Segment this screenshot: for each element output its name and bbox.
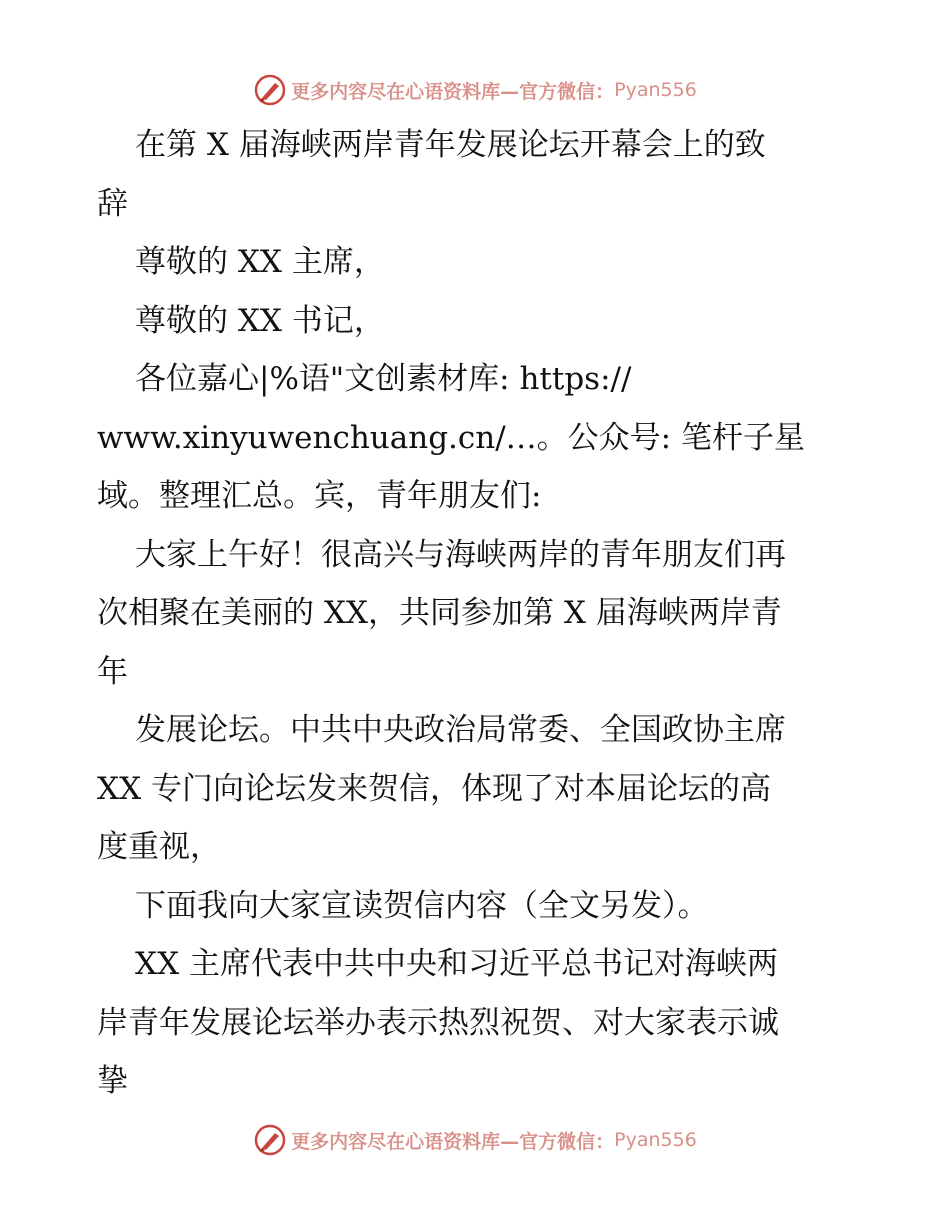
pen-nib-logo-icon [253,73,287,107]
header-watermark-banner [0,70,950,110]
text-line: 各位嘉心|%语"文创素材库: https:// [135,361,632,397]
banner-account: Pyan556 [614,1129,697,1151]
pen-nib-logo-icon [253,1123,287,1157]
banner-text: 更多内容尽在心语资料库—官方微信： [291,1130,615,1153]
text-line: 度重视， [97,829,221,865]
document-body [97,116,857,1111]
text-line: XX 主席代表中共中央和习近平总书记对海峡两 [135,946,778,982]
footer-watermark-banner [0,1120,950,1160]
banner-text: 更多内容尽在心语资料库—官方微信： [291,80,615,103]
text-line: 岸青年发展论坛举办表示热烈祝贺、对大家表示诚 [97,1004,779,1041]
text-line: 下面我向大家宣读贺信内容（全文另发）。 [135,887,709,924]
text-line: 辞 [97,185,128,222]
text-line: XX 专门向论坛发来贺信，体现了对本届论坛的高 [97,770,771,807]
text-line: 发展论坛。中共中央政治局常委、全国政协主席 [135,712,786,748]
banner-account: Pyan556 [614,79,697,101]
text-line: 在第 X 届海峡两岸青年发展论坛开幕会上的致 [135,127,766,163]
text-line: www.xinyuwenchuang.cn/…。公众号: 笔杆子星 [97,419,805,456]
text-line: 大家上午好！很高兴与海峡两岸的青年朋友们再 [135,536,786,573]
text-line: 次相聚在美丽的 XX，共同参加第 X 届海峡两岸青 [97,595,782,631]
text-line: 域。整理汇总。宾，青年朋友们: [97,478,542,514]
text-line: 年 [97,653,128,690]
text-line: 尊敬的 XX 主席， [135,244,385,280]
text-line: 尊敬的 XX 书记， [135,302,385,339]
text-line: 挚 [97,1063,128,1099]
